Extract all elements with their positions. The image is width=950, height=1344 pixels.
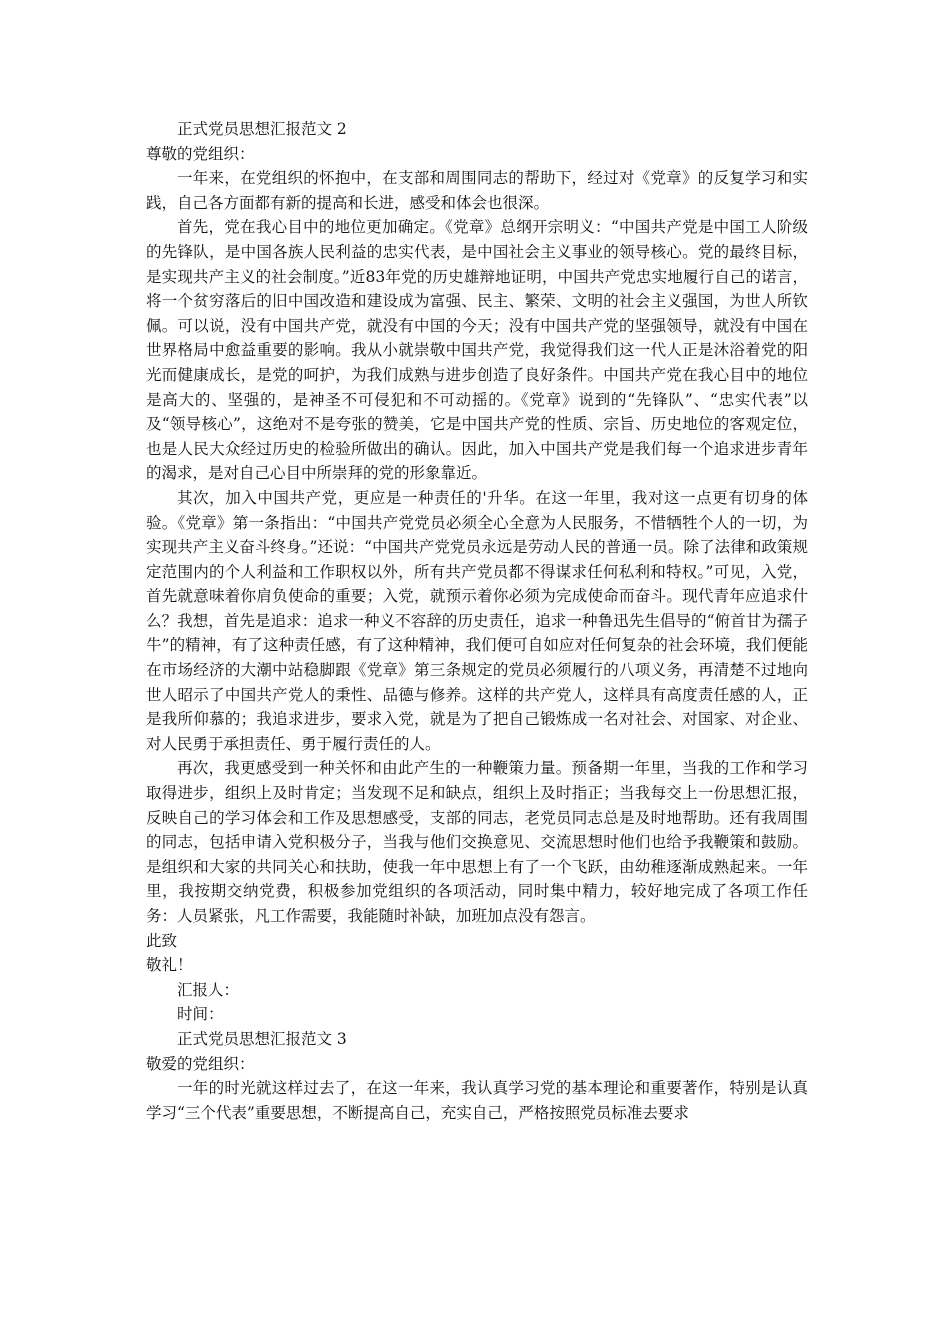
time-line: 时间：: [177, 1005, 224, 1024]
document-page: [146, 117, 808, 1125]
section-2-paragraph-1: 一年来，在党组织的怀抱中，在支部和周围同志的帮助下，经过对《党章》的反复学习和实践，自己各方面都有新的提高和长进，感受和体会也很深。: [146, 169, 808, 212]
section-2-title: 正式党员思想汇报范文 2: [177, 120, 347, 138]
closing-line-2: 敬礼！: [146, 956, 193, 975]
section-2-paragraph-4: 再次，我更感受到一种关怀和由此产生的一种鞭策力量。预备期一年里，当我的工作和学习取得进步，组织上及时肯定；当发现不足和缺点，组织上及时指正；当我每交上一份思想汇报，反映自己的学习体会和工作及思想感受，支部的同志，老党员同志总是及时地帮助。还有我周围的同志，包括申请入党积极分子，当我与他们交换意见、交流思想时他们也给予我鞭策和鼓励。是组织和大家的共同关心和扶助，使我一年中思想上有了一个飞跃，由幼稚逐渐成熟起来。一年里，我按期交纳党费，积极参加党组织的各项活动，同时集中精力，较好地完成了各项工作任务：人员紧张，凡工作需要，我能随时补缺，加班加点没有怨言。: [146, 759, 808, 925]
section-2-paragraph-3: 其次，加入中国共产党，更应是一种责任的'升华。在这一年里，我对这一点更有切身的体验。《党章》第一条指出：“中国共产党党员必须全心全意为人民服务，不惜牺牲个人的一切，为实现共产主义奋斗终身。”还说：“中国共产党党员永远是劳动人民的普通一员。除了法律和政策规定范围内的个人利益和工作职权以外，所有共产党员都不得谋求任何私利和特权。”可见，入党，首先就意味着你肩负使命的重要；入党，就预示着你必须为完成使命而奋斗。现代青年应追求什么？我想，首先是追求：追求一种义不容辞的历史责任，追求一种鲁迅先生倡导的“俯首甘为孺子牛”的精神，有了这种责任感，有了这种精神，我们便可自如应对任何复杂的社会环境，我们便能在市场经济的大潮中站稳脚跟《党章》第三条规定的党员必须履行的八项义务，再清楚不过地向世人昭示了中国共产党人的秉性、品德与修养。这样的共产党人，这样具有高度责任感的人，正是我所仰慕的；我追求进步，要求入党，就是为了把自己锻炼成一名对社会、对国家、对企业、对人民勇于承担责任、勇于履行责任的人。: [146, 488, 808, 753]
section-2-paragraph-2: 首先，党在我心目中的地位更加确定。《党章》总纲开宗明义：“中国共产党是中国工人阶级的先锋队，是中国各族人民利益的忠实代表，是中国社会主义事业的领导核心。党的最终目标，是实现共产主义的社会制度。”近83年党的历史雄辩地证明，中国共产党忠实地履行自己的诺言，将一个贫穷落后的旧中国改造和建设成为富强、民主、繁荣、文明的社会主义强国，为世人所钦佩。可以说，没有中国共产党，就没有中国的今天；没有中国共产党的坚强领导，就没有中国在世界格局中愈益重要的影响。我从小就崇敬中国共产党，我觉得我们这一代人正是沐浴着党的阳光而健康成长，是党的呵护，为我们成熟与进步创造了良好条件。中国共产党在我心目中的地位是高大的、坚强的，是神圣不可侵犯和不可动摇的。《党章》说到的“先锋队”、“忠实代表”以及“领导核心”，这绝对不是夸张的赞美，它是中国共产党的性质、宗旨、历史地位的客观定位，也是人民大众经过历史的检验所做出的确认。因此，加入中国共产党是我们每一个追求进步青年的渴求，是对自己心目中所崇拜的党的形象靠近。: [146, 218, 808, 483]
section-3-paragraph-1: 一年的时光就这样过去了，在这一年来，我认真学习党的基本理论和重要著作，特别是认真学习“三个代表”重要思想，不断提高自己，充实自己，严格按照党员标准去要求: [146, 1079, 808, 1122]
section-3-title: 正式党员思想汇报范文 3: [177, 1029, 347, 1048]
section-2-salutation: 尊敬的党组织：: [146, 144, 255, 163]
reporter-line: 汇报人：: [177, 980, 240, 999]
closing-line-1: 此致: [146, 931, 178, 950]
section-3-salutation: 敬爱的党组织：: [146, 1054, 255, 1073]
